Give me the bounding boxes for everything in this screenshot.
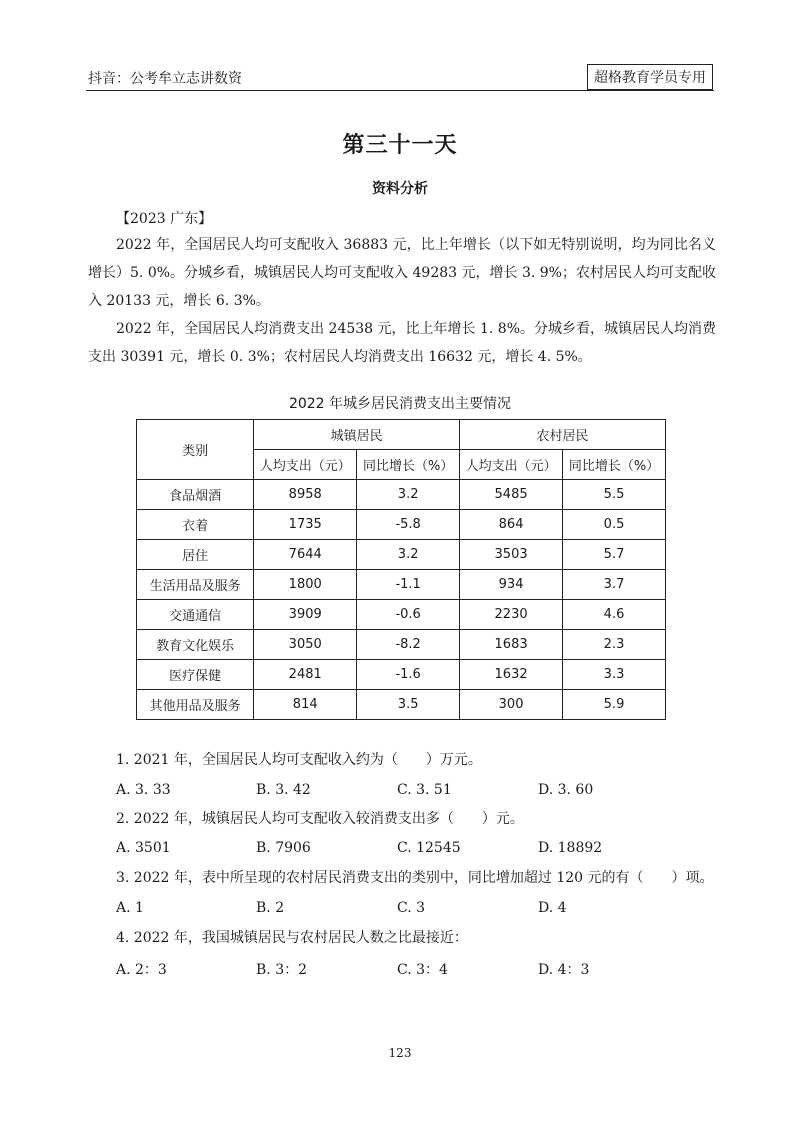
table-cell-category: 生活用品及服务 — [137, 570, 254, 600]
section-subtitle: 资料分析 — [372, 181, 428, 197]
table-cell-urban-spend: 3050 — [254, 630, 357, 660]
table-row — [137, 600, 666, 630]
table-header-category: 类别 — [137, 420, 254, 480]
table-row — [137, 660, 666, 690]
header-divider — [86, 90, 714, 91]
header-left-text: 抖音：公考牟立志讲数资 — [88, 71, 242, 87]
table-cell-urban-spend: 1800 — [254, 570, 357, 600]
option-2d: D. 18892 — [538, 840, 603, 856]
table-header-rural: 农村居民 — [460, 420, 666, 450]
question-3: 3. 2022 年，表中所呈现的农村居民消费支出的类别中，同比增加超过 120 元的有（ ）项。 — [116, 870, 714, 886]
table-subheader: 同比增长（%） — [563, 450, 666, 480]
option-1d: D. 3. 60 — [538, 782, 594, 798]
table-cell-category: 医疗保健 — [137, 660, 254, 690]
table-subheader: 人均支出（元） — [460, 450, 563, 480]
page-title: 第三十一天 — [342, 132, 458, 158]
table-row — [137, 690, 666, 720]
table-cell-category: 交通通信 — [137, 600, 254, 630]
option-3a: A. 1 — [116, 900, 144, 916]
header-right-badge: 超格教育学员专用 — [587, 64, 713, 90]
table-cell-rural-growth: 3.7 — [563, 570, 666, 600]
table-cell-category: 教育文化娱乐 — [137, 630, 254, 660]
table-row — [137, 630, 666, 660]
table-row — [137, 570, 666, 600]
table-cell-rural-spend: 934 — [460, 570, 563, 600]
table-cell-urban-growth: -0.6 — [357, 600, 460, 630]
table-cell-rural-growth: 4.6 — [563, 600, 666, 630]
table-cell-rural-spend: 3503 — [460, 540, 563, 570]
table-cell-rural-spend: 5485 — [460, 480, 563, 510]
consumption-table — [136, 419, 666, 720]
table-cell-urban-spend: 8958 — [254, 480, 357, 510]
table-row — [137, 510, 666, 540]
table-cell-urban-spend: 7644 — [254, 540, 357, 570]
table-cell-rural-spend: 1632 — [460, 660, 563, 690]
table-cell-urban-spend: 2481 — [254, 660, 357, 690]
option-1c: C. 3. 51 — [397, 782, 452, 798]
table-cell-urban-spend: 814 — [254, 690, 357, 720]
paragraph-income: 2022 年，全国居民人均可支配收入 36883 元，比上年增长（以下如无特别说明，均为同比名义增长）5. 0%。分城乡看，城镇居民人均可支配收入 49283 元，增长 3. 9%；农村居民人均可支配收入 20133 元，增长 6. 3%。 — [88, 237, 716, 309]
question-2: 2. 2022 年，城镇居民人均可支配收入较消费支出多（ ）元。 — [116, 811, 524, 827]
table-subheader: 同比增长（%） — [357, 450, 460, 480]
option-1b: B. 3. 42 — [256, 782, 311, 798]
option-4c: C. 3：4 — [397, 962, 448, 978]
table-cell-urban-growth: 3.2 — [357, 480, 460, 510]
option-3b: B. 2 — [256, 900, 285, 916]
table-cell-urban-growth: -5.8 — [357, 510, 460, 540]
table-cell-rural-growth: 5.7 — [563, 540, 666, 570]
table-row — [137, 480, 666, 510]
table-cell-category: 居住 — [137, 540, 254, 570]
table-cell-rural-growth: 5.9 — [563, 690, 666, 720]
table-cell-rural-growth: 0.5 — [563, 510, 666, 540]
option-3d: D. 4 — [538, 900, 567, 916]
table-cell-rural-spend: 300 — [460, 690, 563, 720]
option-3c: C. 3 — [397, 900, 426, 916]
option-2c: C. 12545 — [397, 840, 461, 856]
table-cell-urban-growth: -8.2 — [357, 630, 460, 660]
page-number: 123 — [388, 1046, 412, 1060]
table-cell-rural-growth: 2.3 — [563, 630, 666, 660]
option-4a: A. 2：3 — [116, 962, 167, 978]
option-4d: D. 4：3 — [538, 962, 590, 978]
table-cell-urban-growth: 3.2 — [357, 540, 460, 570]
table-cell-urban-growth: -1.6 — [357, 660, 460, 690]
option-2b: B. 7906 — [256, 840, 311, 856]
table-cell-urban-growth: -1.1 — [357, 570, 460, 600]
table-cell-category: 衣着 — [137, 510, 254, 540]
table-subheader: 人均支出（元） — [254, 450, 357, 480]
option-2a: A. 3501 — [116, 840, 171, 856]
question-1: 1. 2021 年，全国居民人均可支配收入约为（ ）万元。 — [116, 752, 482, 768]
option-1a: A. 3. 33 — [116, 782, 171, 798]
table-cell-rural-spend: 2230 — [460, 600, 563, 630]
table-cell-rural-spend: 864 — [460, 510, 563, 540]
table-header-urban: 城镇居民 — [254, 420, 460, 450]
table-cell-urban-spend: 3909 — [254, 600, 357, 630]
table-cell-category: 食品烟酒 — [137, 480, 254, 510]
table-cell-rural-spend: 1683 — [460, 630, 563, 660]
table-cell-category: 其他用品及服务 — [137, 690, 254, 720]
table-cell-rural-growth: 5.5 — [563, 480, 666, 510]
source-tag: 【2023 广东】 — [116, 211, 213, 227]
table-row — [137, 540, 666, 570]
question-4: 4. 2022 年，我国城镇居民与农村居民人数之比最接近： — [116, 930, 468, 946]
table-cell-urban-spend: 1735 — [254, 510, 357, 540]
option-4b: B. 3：2 — [256, 962, 308, 978]
table-body — [137, 480, 666, 720]
paragraph-spending: 2022 年，全国居民人均消费支出 24538 元，比上年增长 1. 8%。分城乡看，城镇居民人均消费支出 30391 元，增长 0. 3%；农村居民人均消费支出 16632 元，增长 4. 5%。 — [88, 321, 716, 365]
table-title: 2022 年城乡居民消费支出主要情况 — [288, 396, 512, 412]
table-cell-rural-growth: 3.3 — [563, 660, 666, 690]
table-cell-urban-growth: 3.5 — [357, 690, 460, 720]
